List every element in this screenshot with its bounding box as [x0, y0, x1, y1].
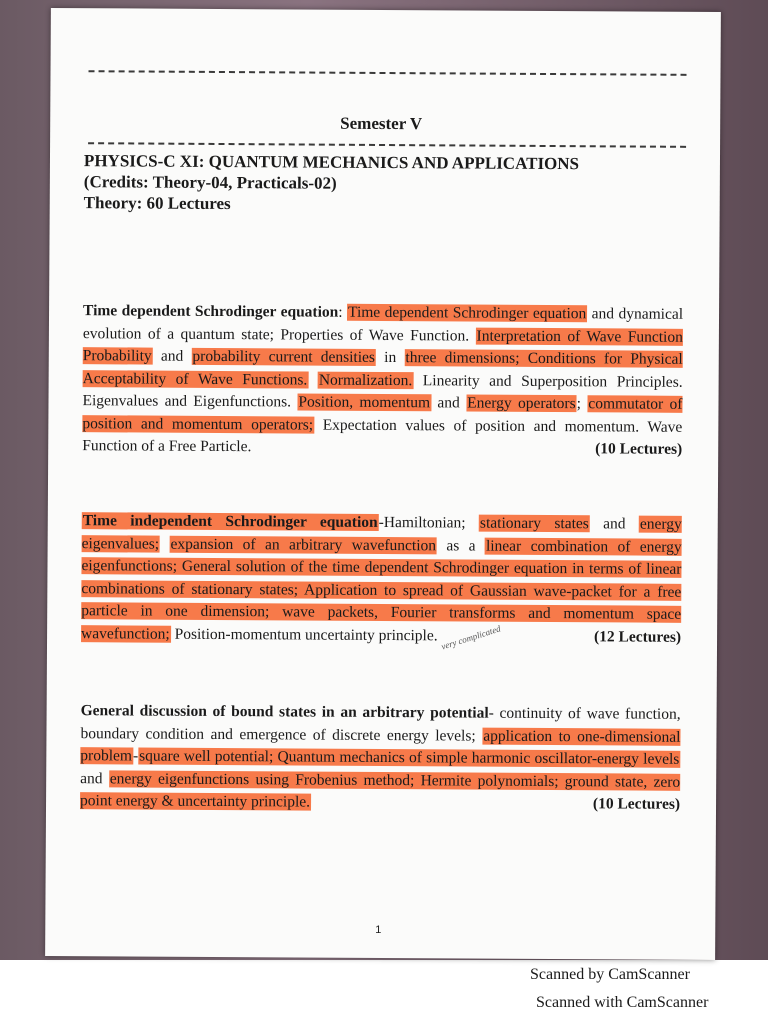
page-number: 1 — [375, 923, 382, 936]
text: Position-momentum uncertainty principle. — [170, 625, 438, 644]
highlight: Interpretation of Wave Function Probability — [82, 327, 683, 365]
highlight: Normalization. — [318, 371, 413, 389]
highlight: square well potential; Quantum mechanics of simple harmonic oscillator-energy levels — [139, 747, 680, 768]
course-lectures: Theory: 60 Lectures — [83, 193, 231, 214]
highlight: Energy operators — [467, 394, 576, 413]
section-title: Time dependent Schrodinger equation — [83, 302, 339, 321]
divider-middle — [88, 142, 686, 148]
text: : — [338, 303, 348, 321]
highlight: linear combination of energy eigenfunctions; General solution of the time dependent Schrodinger equation in terms of linear combinations of stationary states; Application to spread of Gaussian wave-packet for a free particle in one dimension; wave packets, Fourier transforms and momentum space wavefunction; — [81, 537, 682, 643]
highlight: expansion of an arbitrary wavefunction — [170, 535, 437, 554]
highlight: application to one-dimensional problem — [80, 727, 681, 765]
course-credits: (Credits: Theory-04, Practicals-02) — [83, 172, 337, 193]
highlight: energy eigenvalues; — [81, 515, 682, 553]
text: and dynamical evolution of a quantum state; Properties of Wave Function. — [82, 305, 684, 345]
lecture-count: (10 Lectures) — [595, 440, 683, 458]
course-title: PHYSICS-C XI: QUANTUM MECHANICS AND APPLICATIONS — [83, 151, 580, 174]
scanner-watermark-1: Scanned by CamScanner — [530, 966, 690, 983]
section-title: Time independent Schrodinger equation — [82, 512, 378, 531]
text: - continuity of wave function, boundary condition and emergence of discrete energy levels; — [80, 704, 681, 745]
document-page — [45, 8, 721, 960]
text: ; — [576, 395, 588, 413]
divider-top — [89, 70, 687, 76]
lecture-count: (10 Lectures) — [592, 795, 681, 813]
text: -Hamiltonian; — [378, 513, 480, 532]
section-title: General discussion of bound states in an arbitrary potential — [80, 702, 489, 722]
course-heading — [84, 150, 684, 217]
semester-label: Semester V — [340, 113, 423, 134]
highlight: probability current densities — [192, 347, 376, 366]
text — [308, 371, 318, 388]
text: and — [431, 394, 467, 412]
section-time-dependent — [82, 300, 683, 461]
highlight: Time dependent Schrodinger equation — [347, 303, 587, 323]
text: as a — [437, 536, 486, 555]
text: and — [80, 769, 109, 787]
section-time-independent — [81, 510, 682, 650]
lecture-count: (12 Lectures) — [593, 627, 682, 646]
text: and — [152, 347, 192, 365]
highlight: energy eigenfunctions using Frobenius method; Hermite polynomials; ground state, zero point energy & uncertainty principle. — [80, 769, 681, 811]
highlight: commutator of position and momentum operators; — [82, 395, 683, 434]
scanner-watermark-2: Scanned with CamScanner — [536, 994, 709, 1011]
text: Expectation values of position and momentum. Wave Function of a Free Particle. — [82, 416, 683, 456]
text: - — [132, 747, 139, 765]
handwritten-note: very complicated — [439, 622, 502, 652]
text: in — [375, 348, 405, 367]
text: Linearity and Superposition Principles. Eigenvalues and Eigenfunctions. — [82, 371, 683, 411]
highlight: Position, momentum — [298, 393, 431, 412]
highlight: stationary states — [479, 514, 589, 533]
section-bound-states — [80, 700, 681, 816]
text — [160, 535, 169, 552]
text: and — [589, 515, 639, 533]
highlight: three dimensions; Conditions for Physical Acceptability of Wave Functions. — [82, 349, 683, 389]
